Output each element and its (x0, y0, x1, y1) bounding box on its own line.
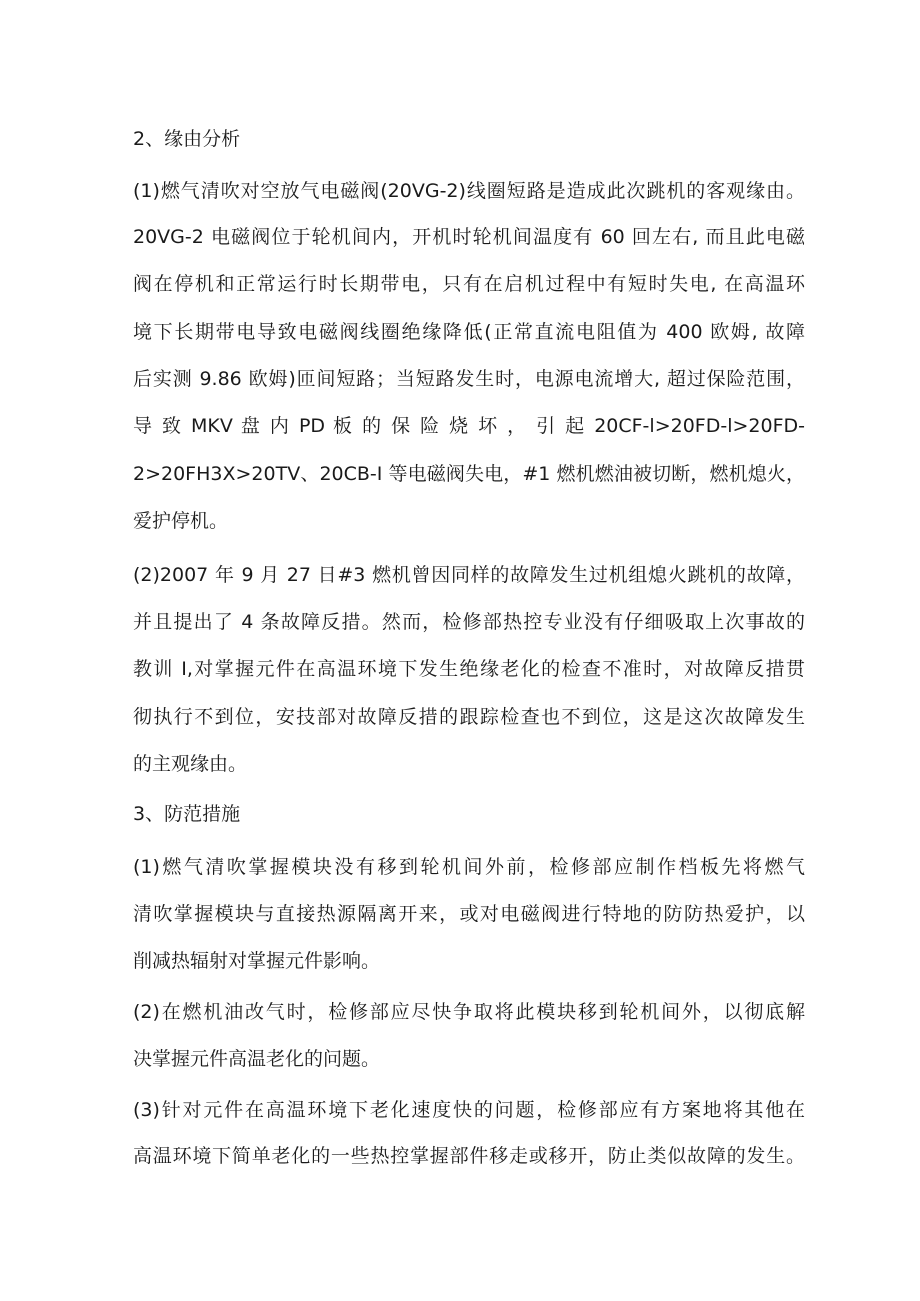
paragraph-line: (2)2007 年 9 月 27 日#3 燃机曾因同样的故障发生过机组熄火跳机的故障， (133, 564, 805, 586)
paragraph-line: 削减热辐射对掌握元件影响。 (133, 950, 381, 972)
paragraph-line: 境下长期带电导致电磁阀线圈绝缘降低(正常直流电阻值为 400 欧姆, 故障 (133, 321, 805, 343)
paragraph-line: 彻执行不到位，安技部对故障反措的跟踪检查也不到位，这是这次故障发生 (133, 706, 805, 728)
paragraph-line: 阀在停机和正常运行时长期带电，只有在启机过程中有短时失电, 在高温环 (133, 273, 805, 295)
paragraph-line: 20VG-2 电磁阀位于轮机间内，开机时轮机间温度有 60 回左右, 而且此电磁 (133, 226, 805, 248)
paragraph-line: 高温环境下简单老化的一些热控掌握部件移走或移开，防止类似故障的发生。 (133, 1145, 805, 1167)
paragraph-line: 教训 I,对掌握元件在高温环境下发生绝缘老化的检查不准时，对故障反措贯 (133, 658, 805, 680)
paragraph-line: (3)针对元件在高温环境下老化速度快的问题，检修部应有方案地将其他在 (133, 1099, 805, 1121)
paragraph-line: (1)燃气清吹掌握模块没有移到轮机间外前，检修部应制作档板先将燃气 (133, 856, 805, 878)
paragraph-line: (2)在燃机油改气时，检修部应尽快争取将此模块移到轮机间外，以彻底解 (133, 1001, 805, 1023)
paragraph-line: 决掌握元件高温老化的问题。 (133, 1048, 381, 1070)
paragraph-line: 并且提出了 4 条故障反措。然而，检修部热控专业没有仔细吸取上次事故的 (133, 611, 805, 633)
section-heading-cause-analysis: 2、缘由分析 (133, 128, 241, 150)
paragraph-line: 2>20FH3X>20TV、20CB-I 等电磁阀失电，#1 燃机燃油被切断，燃机熄火， (133, 463, 805, 485)
paragraph-line: 导 致 MKV 盘 内 PD 板 的 保 险 烧 坏 ， 引 起 20CF-l>20FD-l>20FD- (133, 415, 805, 437)
paragraph-line: 的主观缘由。 (133, 753, 248, 775)
section-heading-preventive-measures: 3、防范措施 (133, 803, 241, 825)
paragraph-line: 后实测 9.86 欧姆)匝间短路；当短路发生时，电源电流增大, 超过保险范围， (133, 368, 805, 390)
paragraph-line: 爱护停机。 (133, 510, 229, 532)
paragraph-line: 清吹掌握模块与直接热源隔离开来，或对电磁阀进行特地的防防热爱护，以 (133, 903, 805, 925)
paragraph-line: (1)燃气清吹对空放气电磁阀(20VG-2)线圈短路是造成此次跳机的客观缘由。 (133, 180, 805, 202)
